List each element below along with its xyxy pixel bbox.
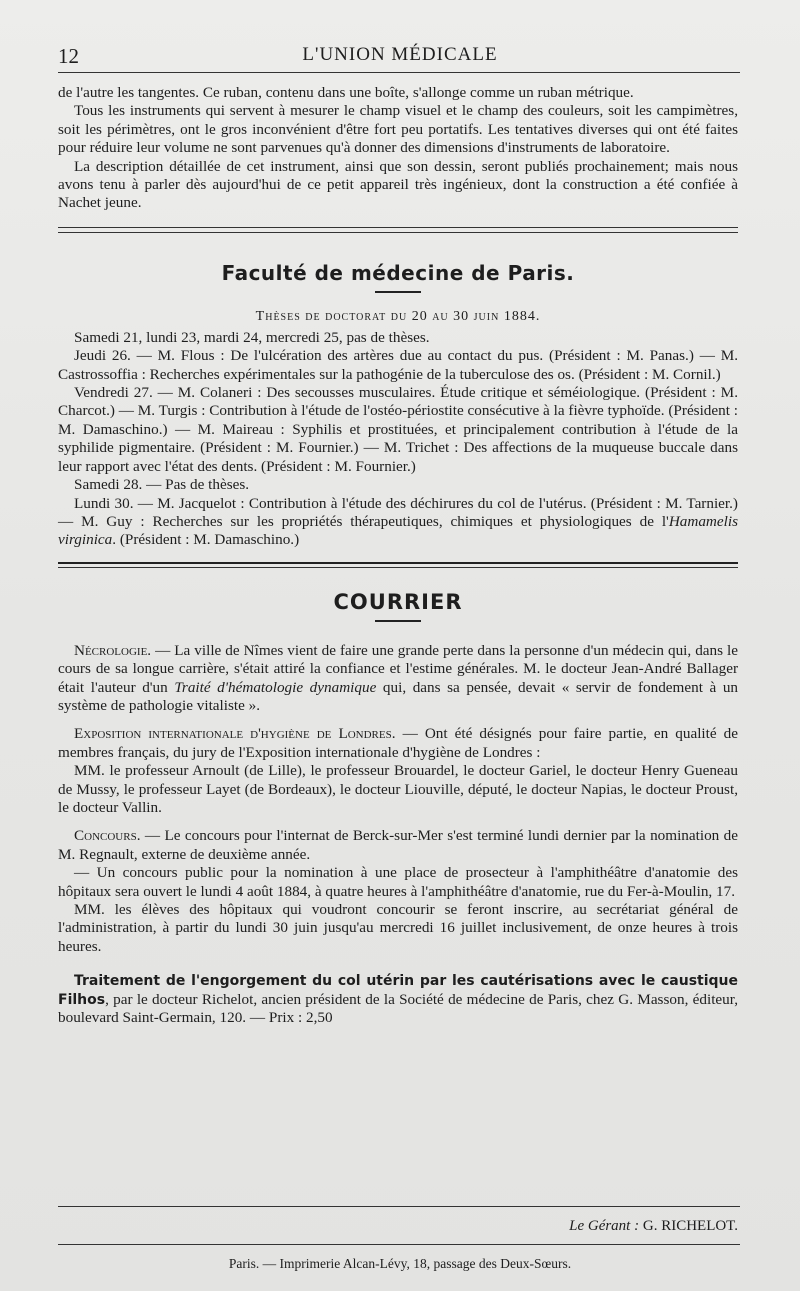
printer-line: Paris. — Imprimerie Alcan-Lévy, 18, passage des Deux-Sœurs. (228, 1256, 572, 1271)
theses-line-lundi (58, 495, 738, 550)
exposition-label: Exposition internationale d'hygiène de Londres. (74, 725, 396, 743)
courrier-title: COURRIER (333, 589, 463, 614)
main-content (58, 84, 738, 1027)
theses-heading: Thèses de doctorat du 20 au 30 juin 1884. (255, 308, 541, 324)
header-rule (58, 72, 740, 73)
necrologie-text-end: qui, dans sa pensée, devait « servir de fondement à un système de pathologie vitaliste ». (58, 678, 739, 714)
concours-prosecteur: — Un concours public pour la nomination à une place de prosecteur à l'amphithéâtre d'anatomie des hôpitaux sera ouvert le lundi 4 août 1884, à quatre heures à l'amphithéâtre d'anatomie, rue du Fer-à-Moulin, 17. (58, 864, 738, 900)
gerant-label: Le Gérant : (569, 1218, 640, 1234)
theses-line: Vendredi 27. — M. Colaneri : Des secousses musculaires. Étude critique et séméiologique. (Président : M. Charcot.) — M. Turgis : Contribution à l'étude de l'ostéo-périostite consécutive à la fièvre typhoïde. (Président : M. Damaschino.) — M. Maireau : Syphilis et prostituées, et principalement contribution à l'étude de la syphilide pigmentaire. (Président : M. Fournier.) — M. Trichet : Des affections de la muqueuse buccale dans leur rapport avec l'état des dents. (Président : M. Fournier.) (58, 384, 738, 475)
theses-line: Samedi 21, lundi 23, mardi 24, mercredi 25, pas de thèses. (74, 328, 430, 346)
jury-members: MM. le professeur Arnoult (de Lille), le professeur Brouardel, le docteur Gariel, le docteur Henry Gueneau de Mussy, le professeur Layet (de Bordeaux), le docteur Liouville, député, le docteur Napias, le docteur Proust, le docteur Vallin. (58, 762, 738, 816)
exposition-text: — Ont été désignés pour faire partie, en qualité de membres français, du jury de l'Exposition internationale d'hygiène de Londres : (58, 725, 738, 761)
hamamelis-title: Hamamelis virginica (58, 512, 738, 549)
necrologie-text: — La ville de Nîmes vient de faire une grande perte dans la personne d'un médecin qui, dans le cours de sa longue carrière, s'était attiré la confiance et l'estime générales. M. le docteur Jean-André Ballager était l'auteur d'un (58, 641, 738, 696)
theses-line: Jeudi 26. — M. Flous : De l'ulcération des artères due au contact du pus. (Président : M. Panas.) — M. Castrossoffia : Recherches expérimentales sur la pathogénie de la tuberculose des os. (Président : M. Cornil.) (58, 347, 738, 383)
advert-text: , par le docteur Richelot, ancien président de la Société de médecine de Paris, chez G. Masson, éditeur, boulevard Saint-Germain, 120. — Prix : 2,50 (58, 990, 738, 1027)
gerant-name: G. RICHELOT. (642, 1218, 738, 1234)
lundi-text: Lundi 30. — M. Jacquelot : Contribution à l'étude des déchirures du col de l'utérus. (Président : M. Tarnier.) — M. Guy : Recherches sur les propriétés thérapeutiques, chimiques et physiologiques de l' (58, 494, 738, 530)
advert-title: Traitement de l'engorgement du col utérin par les cautérisations avec le caustique Filhos (58, 973, 738, 1008)
concours-text: — Le concours pour l'internat de Berck-sur-Mer s'est terminé lundi dernier par la nomination de M. Regnault, externe de deuxième année. (58, 827, 738, 863)
faculte-title: Faculté de médecine de Paris. (221, 260, 575, 285)
necrologie-label: Nécrologie. (74, 641, 152, 659)
advert-paragraph (58, 972, 738, 1027)
intro-paragraph-3: La description détaillée de cet instrument, ainsi que son dessin, seront publiés prochainement; mais nous avons tenu à parler dès aujourd'hui de ce petit appareil très ingénieux, dont la construction a été confiée à Nachet jeune. (58, 157, 738, 212)
gerant-line (569, 1218, 738, 1235)
intro-paragraph-1: de l'autre les tangentes. Ce ruban, contenu dans une boîte, s'allonge comme un ruban métrique. (58, 84, 634, 101)
necrologie-paragraph (58, 642, 738, 716)
concours-paragraph (58, 827, 738, 864)
concours-label: Concours. (74, 827, 141, 845)
running-title: L'UNION MÉDICALE (302, 44, 498, 65)
lundi-text-end: . (Président : M. Damaschino.) (112, 531, 300, 549)
theses-line: Samedi 28. — Pas de thèses. (74, 476, 250, 494)
intro-paragraph-2: Tous les instruments qui servent à mesurer le champ visuel et le champ des couleurs, soit les campimètres, soit les périmètres, ont le gros inconvénient d'être fort peu portatifs. Les tentatives diverses qui ont été faites pour réduire leur volume ne sont parvenues qu'à donner des dimensions d'instruments de laboratoire. (58, 102, 738, 157)
concours-inscription: MM. les élèves des hôpitaux qui voudront concourir se feront inscrire, au secrétariat général de l'administration, à partir du lundi 30 juin jusqu'au mercredi 16 juillet inclusivement, de onze heures à trois heures. (58, 901, 738, 955)
footer-rule (58, 1206, 740, 1207)
footer-rule-bottom (58, 1244, 740, 1245)
exposition-paragraph (58, 725, 738, 762)
traite-title: Traité d'hématologie dynamique (174, 678, 377, 696)
page-number: 12 (58, 44, 79, 68)
